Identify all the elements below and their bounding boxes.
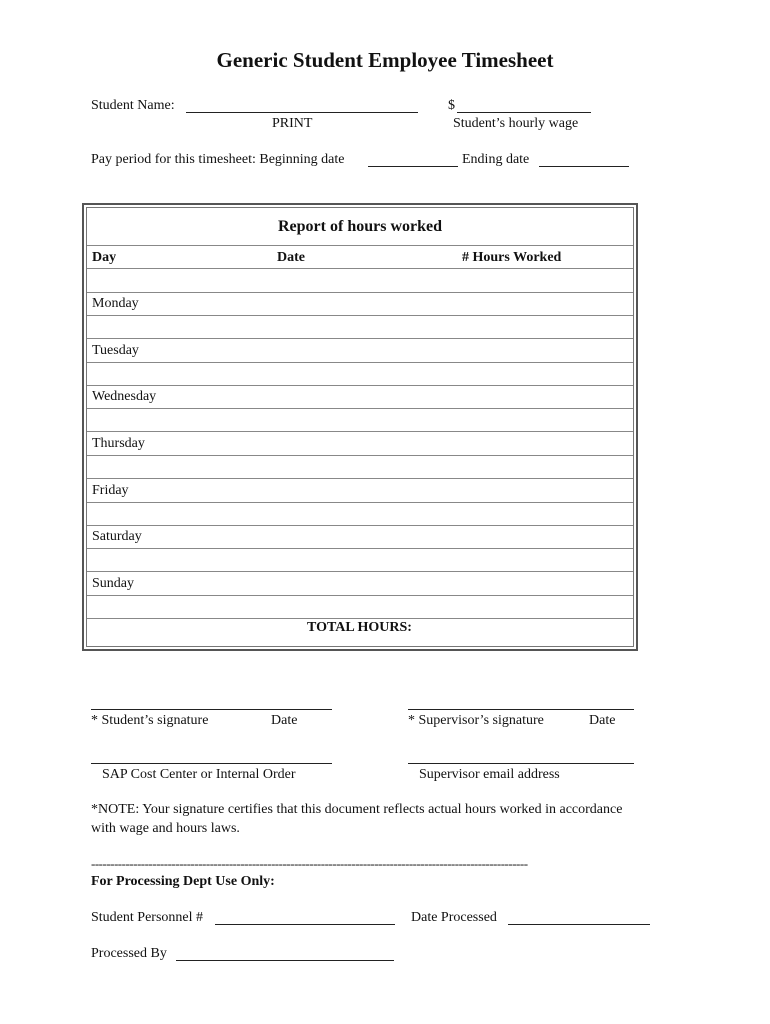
row-divider	[87, 618, 633, 619]
day-saturday: Saturday	[92, 529, 142, 544]
date-processed-label: Date Processed	[411, 910, 497, 925]
supervisor-email-line[interactable]	[408, 763, 634, 764]
row-divider	[87, 478, 633, 479]
row-divider	[87, 362, 633, 363]
column-header-hours: # Hours Worked	[462, 250, 562, 265]
row-divider	[87, 571, 633, 572]
print-label: PRINT	[272, 116, 313, 131]
dollar-sign: $	[448, 98, 455, 113]
processing-heading: For Processing Dept Use Only:	[91, 874, 275, 889]
student-signature-line[interactable]	[91, 709, 332, 710]
student-signature-label: * Student’s signature	[91, 713, 209, 728]
supervisor-signature-line[interactable]	[408, 709, 634, 710]
row-divider	[87, 595, 633, 596]
row-divider	[87, 292, 633, 293]
cost-center-line[interactable]	[91, 763, 332, 764]
day-thursday: Thursday	[92, 436, 145, 451]
row-divider	[87, 245, 633, 246]
day-sunday: Sunday	[92, 576, 134, 591]
hours-report-table	[82, 203, 638, 651]
row-divider	[87, 525, 633, 526]
row-divider	[87, 385, 633, 386]
processed-by-line[interactable]	[176, 960, 394, 961]
supervisor-signature-label: * Supervisor’s signature	[408, 713, 544, 728]
processing-separator: ------------------------------------------------------------------------------------------------------------------	[91, 856, 528, 871]
processed-by-label: Processed By	[91, 946, 167, 961]
row-divider	[87, 548, 633, 549]
personnel-number-label: Student Personnel #	[91, 910, 203, 925]
hours-report-inner	[86, 207, 634, 647]
note-line-2: with wage and hours laws.	[91, 821, 240, 836]
pay-period-label: Pay period for this timesheet: Beginning date	[91, 152, 345, 167]
page-title: Generic Student Employee Timesheet	[216, 48, 554, 72]
row-divider	[87, 315, 633, 316]
hourly-wage-line[interactable]	[457, 112, 591, 113]
student-name-label: Student Name:	[91, 98, 175, 113]
hourly-wage-label: Student’s hourly wage	[453, 116, 579, 131]
day-tuesday: Tuesday	[92, 343, 139, 358]
day-wednesday: Wednesday	[92, 389, 157, 404]
column-header-date: Date	[277, 250, 305, 265]
row-divider	[87, 431, 633, 432]
row-divider	[87, 455, 633, 456]
day-friday: Friday	[92, 483, 129, 498]
row-divider	[87, 268, 633, 269]
report-heading: Report of hours worked	[278, 218, 442, 235]
row-divider	[87, 338, 633, 339]
supervisor-date-label: Date	[589, 713, 616, 728]
student-date-label: Date	[271, 713, 298, 728]
date-processed-line[interactable]	[508, 924, 650, 925]
student-name-line[interactable]	[186, 112, 418, 113]
column-header-day: Day	[92, 250, 117, 265]
ending-date-label: Ending date	[462, 152, 530, 167]
note-line-1: *NOTE: Your signature certifies that this document reflects actual hours worked in accordance	[91, 802, 623, 817]
day-monday: Monday	[92, 296, 139, 311]
personnel-number-line[interactable]	[215, 924, 395, 925]
total-hours-label: TOTAL HOURS:	[307, 620, 412, 635]
row-divider	[87, 502, 633, 503]
row-divider	[87, 408, 633, 409]
ending-date-line[interactable]	[539, 166, 629, 167]
cost-center-label: SAP Cost Center or Internal Order	[102, 767, 296, 782]
beginning-date-line[interactable]	[368, 166, 458, 167]
supervisor-email-label: Supervisor email address	[419, 767, 560, 782]
